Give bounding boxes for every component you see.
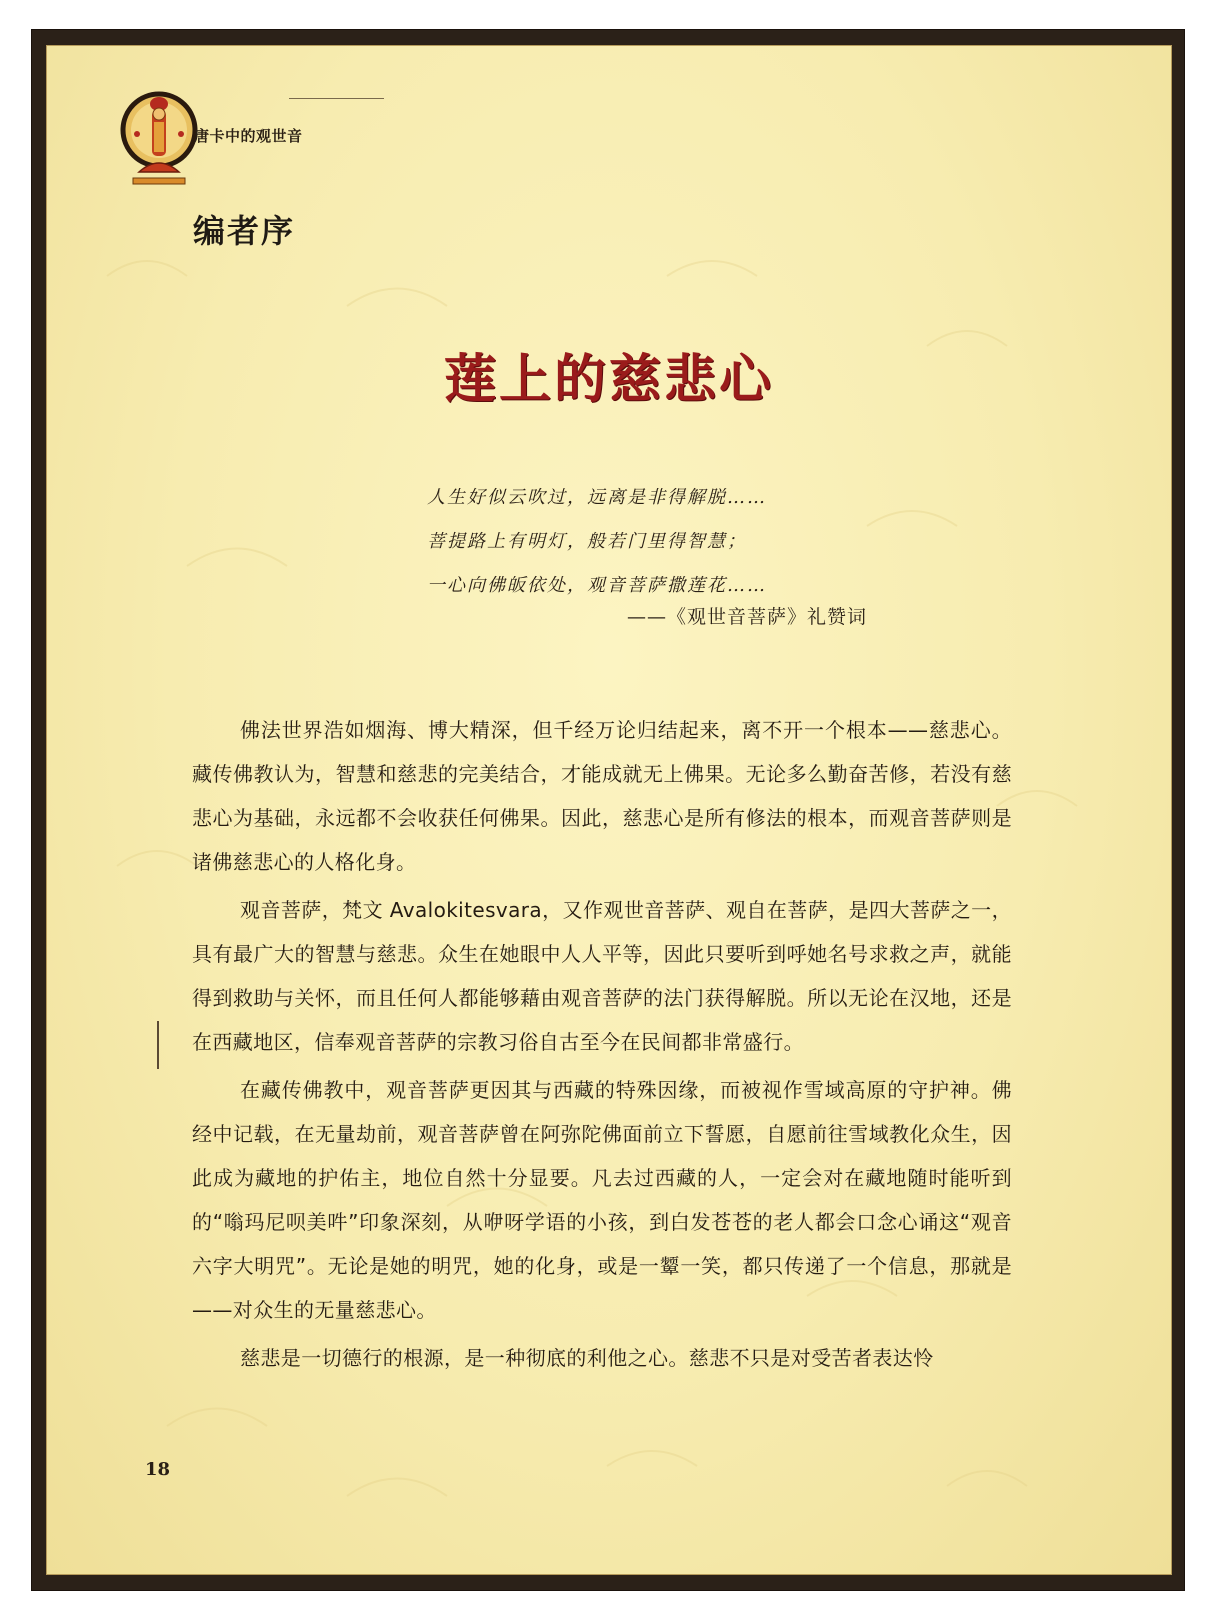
verse-line: 人生好似云吹过，远离是非得解脱…… <box>427 487 767 508</box>
verse-attribution: ——《观世音菩萨》礼赞词 <box>627 606 868 628</box>
body-paragraph: 观音菩萨，梵文 Avalokitesvara，又作观世音菩萨、观自在菩萨，是四大菩萨之一，具有最广大的智慧与慈悲。众生在她眼中人人平等，因此只要听到呼她名号求救之声，就能得到救助与关怀，而且任何人都能够藉由观音菩萨的法门获得解脱。所以无论在汉地，还是在西藏地区，信奉观音菩萨的宗教习俗自古至今在民间都非常盛行。 <box>192 898 1012 1054</box>
chapter-title: 莲上的慈悲心 <box>443 350 774 410</box>
body-paragraph: 佛法世界浩如烟海、博大精深，但千经万论归结起来，离不开一个根本——慈悲心。藏传佛教认为，智慧和慈悲的完美结合，才能成就无上佛果。无论多么勤奋苦修，若没有慈悲心为基础，永远都不会收获任何佛果。因此，慈悲心是所有修法的根本，而观音菩萨则是诸佛慈悲心的人格化身。 <box>192 718 1012 874</box>
body-paragraph: 慈悲是一切德行的根源，是一种彻底的利他之心。慈悲不只是对受苦者表达怜 <box>240 1346 934 1370</box>
body-paragraph: 在藏传佛教中，观音菩萨更因其与西藏的特殊因缘，而被视作雪域高原的守护神。佛经中记载，在无量劫前，观音菩萨曾在阿弥陀佛面前立下誓愿，自愿前往雪域教化众生，因此成为藏地的护佑主，地位自然十分显要。凡去过西藏的人，一定会对在藏地随时能听到的“嗡玛尼呗美吽”印象深刻，从咿呀学语的小孩，到白发苍苍的老人都会口念心诵这“观音六字大明咒”。无论是她的明咒，她的化身，或是一颦一笑，都只传递了一个信息，那就是——对众生的无量慈悲心。 <box>192 1078 1012 1322</box>
guanyin-thangka-emblem-icon <box>119 74 205 192</box>
verse-line: 菩提路上有明灯，般若门里得智慧； <box>427 531 747 552</box>
running-head: 唐卡中的观世音 <box>194 127 303 145</box>
epigraph-verse <box>427 476 1027 628</box>
book-page <box>46 45 1172 1575</box>
verse-line: 一心向佛皈依处，观音菩萨撒莲花…… <box>427 575 767 596</box>
body-text <box>192 708 1012 1384</box>
page-number: 18 <box>145 1459 171 1480</box>
section-label: 编者序 <box>193 212 296 250</box>
header-rule <box>289 98 384 99</box>
margin-mark <box>157 1021 159 1069</box>
